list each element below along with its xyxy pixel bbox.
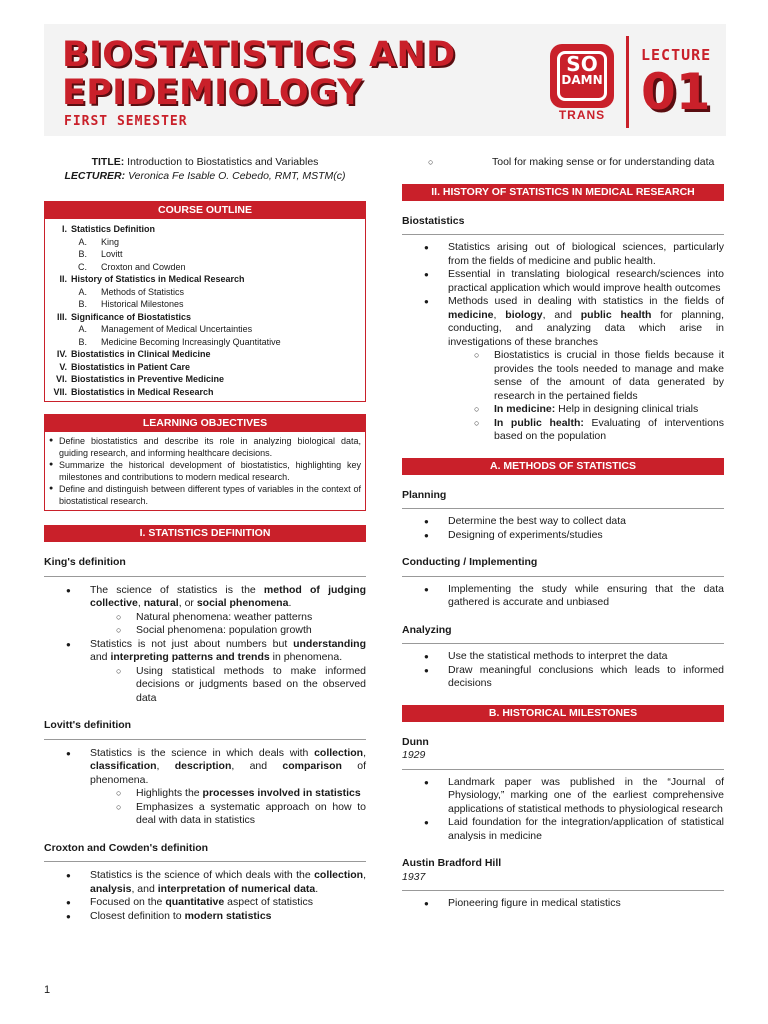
course-title-line1: BIOSTATISTICS AND — [62, 35, 456, 75]
biostatistics-heading: Biostatistics — [402, 214, 465, 227]
sodamn-logo-icon — [550, 44, 614, 108]
outline-item: VI. Biostatistics in Preventive Medicine — [55, 374, 225, 384]
logo-trans-label: TRANS — [558, 108, 606, 122]
list-item: ● The science of statistics is the method of judging collective, natural, or social phenomena. ○ Natural phenomena: weather patterns ○ Social phenomena: population growth — [44, 584, 366, 638]
lecturer-line — [44, 170, 366, 184]
divider — [402, 769, 724, 770]
sub-list-item: ○ Using statistical methods to make informed decisions or judgments based on the observed data — [90, 665, 366, 706]
list-item: ● Statistics is the science in which deals with collection, classification, description, and comparison of phenomena. ○ Highlights the processes involved in statistics ○ Emphasizes a systematic approach on how to deal with data in statistics — [44, 747, 366, 828]
sub-list-item: ○ Natural phenomena: weather patterns — [90, 611, 366, 625]
sub-list-item: ○ Emphasizes a systematic approach on how to deal with data in statistics — [90, 801, 366, 828]
outline-subitem: B. Historical Milestones — [78, 299, 184, 309]
sub-list-item: ○ Tool for making sense or for understanding data — [402, 156, 724, 170]
title-line — [44, 156, 366, 170]
sub-list-item: ○ Highlights the processes involved in statistics — [90, 787, 366, 801]
title-label: TITLE: — [91, 156, 125, 168]
outline-item: III. Significance of Biostatistics — [56, 311, 192, 322]
list-item: ● Essential in translating biological research/sciences into practical application which would improve health outcomes — [402, 268, 724, 295]
divider — [402, 890, 724, 891]
list-item: ● Statistics is the science of which deals with the collection, analysis, and interpretation of numerical data. — [44, 869, 366, 896]
divider — [402, 643, 724, 644]
outline-item: V. Biostatistics in Patient Care — [59, 361, 191, 372]
planning-list — [402, 515, 724, 542]
course-title-line2: EPIDEMIOLOGY — [62, 73, 363, 113]
course-outline-box — [44, 201, 366, 402]
left-column — [44, 156, 366, 923]
outline-item: VII. Biostatistics in Medical Research — [53, 386, 214, 397]
lecture-number: 01 — [641, 63, 711, 121]
document-header — [44, 24, 726, 136]
section2-heading: II. HISTORY OF STATISTICS IN MEDICAL RESEARCH — [402, 184, 724, 201]
page-number: 1 — [44, 984, 51, 996]
list-item: ● Designing of experiments/studies — [402, 529, 724, 543]
outline-item: IV. Biostatistics in Clinical Medicine — [56, 349, 211, 359]
analyzing-list — [402, 650, 724, 691]
divider — [402, 508, 724, 509]
outline-subitem: B. Lovitt — [78, 249, 123, 259]
continued-list — [402, 156, 724, 170]
list-item: ● Focused on the quantitative aspect of statistics — [44, 896, 366, 910]
divider — [402, 234, 724, 235]
lecturer-value: Veronica Fe Isable O. Cebedo, RMT, MSTM(c) — [128, 169, 346, 182]
logo-text-so: SO — [566, 52, 598, 76]
conducting-list — [402, 583, 724, 610]
conducting-heading: Conducting / Implementing — [402, 556, 538, 568]
section1-heading: I. STATISTICS DEFINITION — [44, 525, 366, 542]
methods-heading: A. METHODS OF STATISTICS — [402, 458, 724, 475]
outline-subitem: A. King — [78, 236, 120, 247]
list-item: ● Statistics arising out of biological sciences, particularly from the fields of medicine and public health. — [402, 241, 724, 268]
divider — [44, 576, 366, 577]
learning-objectives-box — [44, 414, 366, 511]
course-outline-list — [45, 219, 365, 401]
list-item: ● Statistics is not just about numbers but understanding and interpreting patterns and trends in phenomena. ○ Using statistical methods to make informed decisions or judgments based on the observed data — [44, 638, 366, 706]
hill-list — [402, 897, 724, 911]
hill-year: 1937 — [402, 870, 426, 883]
milestones-heading: B. HISTORICAL MILESTONES — [402, 705, 724, 722]
outline-item: II. History of Statistics in Medical Research — [59, 274, 245, 284]
objective-item: ● Define and distinguish between different types of variables in the context of biostatistical research. — [49, 483, 361, 507]
lovitt-heading: Lovitt's definition — [44, 719, 132, 731]
dunn-heading: Dunn — [402, 735, 429, 748]
sub-list-item: ○ Social phenomena: population growth — [90, 624, 366, 638]
list-item: ● Draw meaningful conclusions which leads to informed decisions — [402, 664, 724, 691]
analyzing-heading: Analyzing — [402, 623, 452, 636]
dunn-year: 1929 — [402, 749, 426, 761]
list-item: ● Pioneering figure in medical statistics — [402, 897, 724, 911]
list-item: ● Landmark paper was published in the “Journal of Physiology,” marking one of the earliest comprehensive applications of statistical methods to physiological research — [402, 776, 724, 817]
outline-subitem: B. Medicine Becoming Increasingly Quantitative — [78, 336, 281, 347]
list-item: ● Determine the best way to collect data — [402, 515, 724, 529]
croxton-list — [44, 869, 366, 923]
list-item: ● Methods used in dealing with statistics in the fields of medicine, biology, and public health for planning, conducting, and analyzing data which arise in investigations of these branches ○ Biostatistics is crucial in those fields because it provides the tools needed to manage and make sense of the amount of data generated by research in the pertained fields ○ In medicine: Help in designing clinical trials ○ In public health: Evaluating of interventions based on the population — [402, 295, 724, 444]
lecturer-label: LECTURER: — [64, 169, 126, 182]
list-item: ● Laid foundation for the integration/application of statistical analysis in medicine — [402, 816, 724, 843]
logo-text-damn: DAMN — [561, 73, 603, 87]
list-item: ● Use the statistical methods to interpret the data — [402, 650, 724, 664]
outline-subitem: A. Management of Medical Uncertainties — [78, 324, 253, 334]
outline-subitem: C. Croxton and Cowden — [78, 261, 186, 272]
course-outline-heading: COURSE OUTLINE — [45, 202, 365, 219]
hill-heading: Austin Bradford Hill — [402, 857, 502, 869]
dunn-list — [402, 776, 724, 844]
divider — [44, 861, 366, 862]
divider — [44, 739, 366, 740]
objective-item: ● Summarize the historical development of biostatistics, highlighting key milestones and contributions to modern medical research. — [49, 459, 361, 483]
croxton-heading: Croxton and Cowden's definition — [44, 841, 209, 854]
outline-item: I. Statistics Definition — [61, 224, 156, 234]
outline-subitem: A. Methods of Statistics — [78, 286, 185, 297]
list-item: ● Implementing the study while ensuring that the data gathered is accurate and unbiased — [402, 583, 724, 610]
lovitt-list — [44, 747, 366, 828]
course-title — [62, 36, 455, 112]
sub-list-item: ○ Biostatistics is crucial in those fields because it provides the tools needed to manage and make sense of the amount of data generated by research in the pertained fields — [448, 349, 724, 403]
divider — [402, 576, 724, 577]
header-divider — [626, 36, 629, 128]
list-item: ● Closest definition to modern statistics — [44, 910, 366, 924]
planning-heading: Planning — [402, 488, 447, 501]
sub-list-item: ○ In medicine: Help in designing clinical trials — [448, 403, 724, 417]
lecture-label: LECTURE — [641, 46, 712, 64]
objective-item: ● Define biostatistics and describe its role in analyzing biological data, guiding research, and informing healthcare decisions. — [49, 435, 361, 459]
learning-objectives-heading: LEARNING OBJECTIVES — [45, 415, 365, 432]
king-heading: King's definition — [44, 556, 126, 568]
right-column — [402, 156, 724, 911]
semester-label: FIRST SEMESTER — [64, 114, 188, 129]
title-value: Introduction to Biostatistics and Variables — [127, 156, 319, 168]
biostatistics-list — [402, 241, 724, 444]
learning-objectives-list — [45, 432, 365, 510]
king-list — [44, 584, 366, 706]
sub-list-item: ○ In public health: Evaluating of interventions based on the population — [448, 417, 724, 444]
